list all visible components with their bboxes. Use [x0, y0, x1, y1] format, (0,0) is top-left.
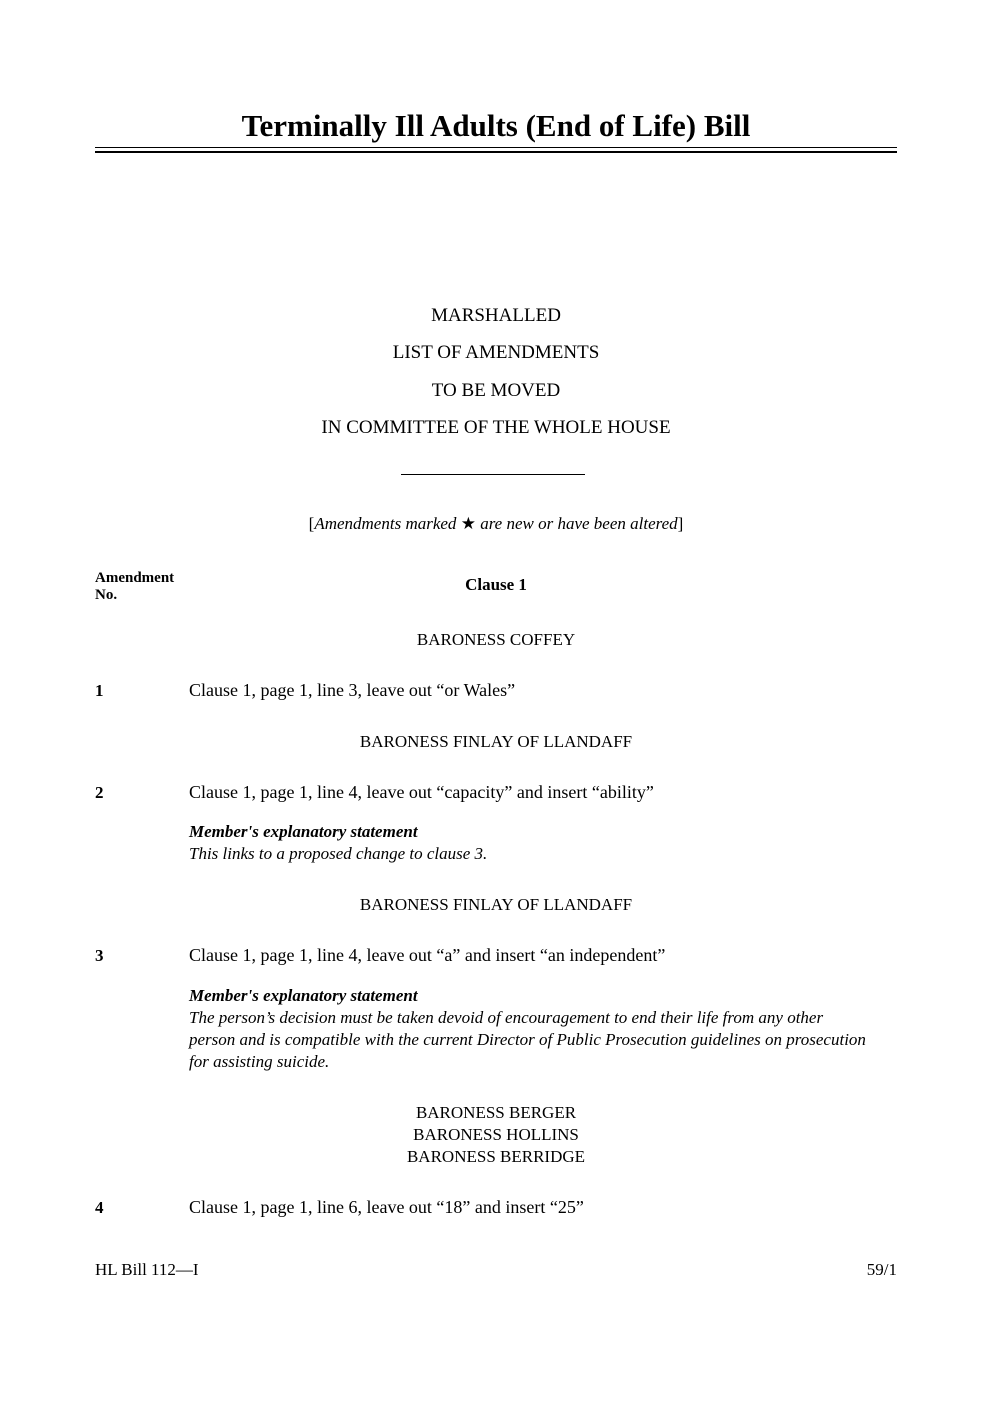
note-text: Amendments marked — [314, 514, 461, 533]
statement-line: person and is compatible with the current Director of Public Prosecution guidelines on prosecution — [189, 1030, 866, 1049]
page-reference: 59/1 — [866, 1260, 897, 1279]
amendments-note — [95, 514, 897, 534]
member-name: BARONESS BERRIDGE — [406, 1147, 586, 1166]
bill-reference: HL Bill 112—I — [95, 1260, 199, 1279]
bracket: ] — [677, 514, 684, 533]
header-line: No. — [95, 587, 118, 603]
bill-title: Terminally Ill Adults (End of Life) Bill — [241, 108, 751, 143]
divider — [401, 474, 585, 475]
bracket: [ — [308, 514, 315, 533]
member-name: BARONESS HOLLINS — [413, 1125, 579, 1144]
member-name: BARONESS FINLAY OF LLANDAFF — [359, 895, 633, 914]
title-rule-thick — [95, 151, 897, 153]
amendment-text: Clause 1, page 1, line 4, leave out “a” and insert “an independent” — [189, 945, 666, 965]
heading-line: MARSHALLED — [431, 305, 561, 326]
star-icon: ★ — [460, 514, 476, 533]
heading-line: LIST OF AMENDMENTS — [392, 342, 600, 363]
statement-text: This links to a proposed change to clause 3. — [189, 844, 488, 863]
member-name: BARONESS COFFEY — [416, 630, 576, 649]
amendment-text: Clause 1, page 1, line 4, leave out “capacity” and insert “ability” — [189, 782, 654, 802]
statement-line: The person’s decision must be taken devoid of encouragement to end their life from any other — [189, 1008, 824, 1027]
amendment-number: 2 — [95, 783, 104, 802]
amendment-number: 4 — [95, 1198, 104, 1217]
note-text: are new or have been altered — [475, 514, 678, 533]
statement-line: for assisting suicide. — [189, 1052, 330, 1071]
amendment-number: 3 — [95, 946, 104, 965]
member-name: BARONESS FINLAY OF LLANDAFF — [359, 732, 633, 751]
amendment-text: Clause 1, page 1, line 3, leave out “or Wales” — [189, 680, 516, 700]
statement-heading: Member's explanatory statement — [189, 986, 418, 1005]
member-name: BARONESS BERGER — [415, 1103, 577, 1122]
heading-line: IN COMMITTEE OF THE WHOLE HOUSE — [321, 417, 671, 438]
explanatory-statement — [189, 985, 901, 1073]
title-rule-thin — [95, 147, 897, 148]
heading-line: TO BE MOVED — [431, 380, 561, 401]
statement-heading: Member's explanatory statement — [189, 822, 418, 841]
amendment-number: 1 — [95, 681, 104, 700]
header-line: Amendment — [95, 570, 175, 586]
amendment-text: Clause 1, page 1, line 6, leave out “18” and insert “25” — [189, 1197, 584, 1217]
explanatory-statement — [189, 821, 901, 865]
clause-heading: Clause 1 — [465, 575, 527, 594]
